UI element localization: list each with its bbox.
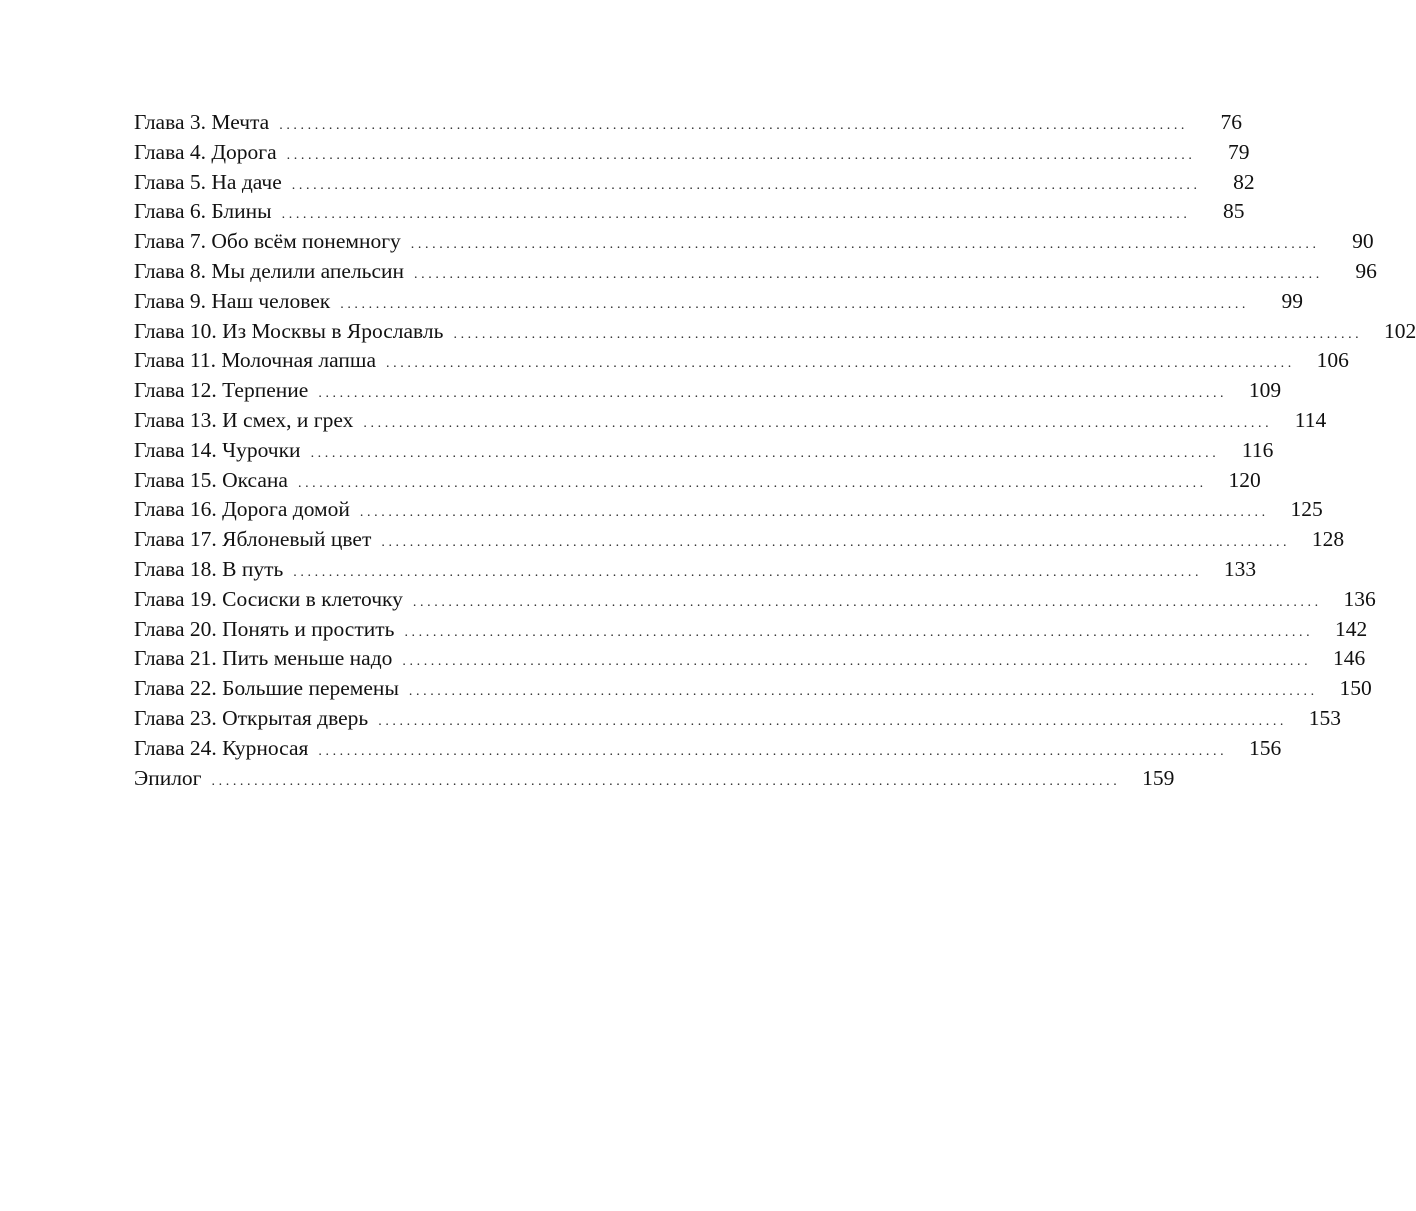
toc-entry-page-number: 90 [1352, 229, 1374, 254]
toc-dot-leader: ................................................................................................................................ [359, 505, 1269, 521]
toc-entry-title: Глава 15. Оксана [134, 467, 288, 492]
toc-entry-title: Глава 12. Терпение [134, 378, 309, 403]
toc-entry-title: Глава 23. Открытая дверь [134, 705, 369, 730]
toc-entry-page-number: 153 [1308, 705, 1342, 730]
toc-entry [134, 436, 1274, 466]
toc-dot-leader: ................................................................................................................................ [363, 415, 1273, 431]
toc-dot-leader: ................................................................................................................................ [378, 713, 1288, 729]
toc-dot-leader: ................................................................................................................................ [310, 445, 1220, 461]
toc-dot-leader: ................................................................................................................................ [291, 177, 1201, 193]
toc-entry-title: Глава 16. Дорога домой [134, 497, 350, 522]
toc-entry-page-number: 102 [1384, 318, 1416, 343]
toc-entry-title: Глава 21. Пить меньше надо [134, 646, 393, 671]
toc-entry-page-number: 146 [1332, 646, 1366, 671]
toc-entry-title: Глава 7. Обо всём понемногу [134, 229, 401, 254]
toc-entry-page-number: 142 [1335, 616, 1368, 641]
toc-dot-leader: ................................................................................................................................ [412, 594, 1322, 610]
table-of-contents [134, 108, 1416, 793]
toc-entry [134, 168, 1255, 198]
toc-dot-leader: ................................................................................................................................ [402, 654, 1312, 670]
toc-entry-title: Глава 9. Наш человек [134, 288, 331, 313]
toc-entry-page-number: 96 [1355, 258, 1377, 283]
toc-entry-title: Глава 13. И смех, и грех [134, 407, 354, 432]
toc-entry [134, 555, 1257, 585]
toc-dot-leader: ................................................................................................................................ [386, 356, 1295, 372]
toc-entry [134, 227, 1374, 257]
toc-entry [134, 197, 1245, 227]
toc-entry-page-number: 125 [1290, 497, 1323, 522]
toc-entry-title: Глава 20. Понять и простить [134, 616, 395, 641]
toc-entry [134, 644, 1366, 674]
toc-entry-page-number: 133 [1223, 556, 1257, 581]
toc-entry-page-number: 128 [1311, 527, 1345, 552]
toc-entry-page-number: 82 [1233, 169, 1255, 194]
toc-dot-leader: ................................................................................................................................ [279, 118, 1189, 133]
toc-entry-page-number: 156 [1248, 735, 1282, 760]
toc-entry [134, 495, 1323, 525]
toc-entry [134, 585, 1376, 615]
toc-dot-leader: ................................................................................................................................ [293, 564, 1203, 580]
toc-entry-page-number: 109 [1248, 378, 1282, 403]
toc-entry-title: Глава 5. На даче [134, 169, 282, 194]
toc-dot-leader: ................................................................................................................................ [297, 475, 1207, 491]
toc-dot-leader: ................................................................................................................................ [404, 624, 1314, 640]
toc-dot-leader: ................................................................................................................................ [281, 207, 1191, 223]
toc-dot-leader: ................................................................................................................................ [318, 743, 1228, 759]
toc-entry-title: Глава 19. Сосиски в клеточку [134, 586, 403, 611]
toc-entry-page-number: 159 [1142, 765, 1175, 790]
toc-entry [134, 466, 1261, 496]
toc-entry [134, 734, 1282, 764]
toc-entry-page-number: 106 [1316, 348, 1349, 373]
toc-dot-leader: ................................................................................................................................ [318, 386, 1228, 402]
toc-entry [134, 257, 1377, 287]
toc-entry-page-number: 150 [1339, 676, 1372, 701]
toc-dot-leader: ................................................................................................................................ [381, 535, 1291, 551]
toc-entry-page-number: 76 [1220, 110, 1243, 134]
toc-entry-title: Глава 24. Курносая [134, 735, 309, 760]
toc-entry-title: Глава 11. Молочная лапша [134, 348, 377, 373]
toc-entry [134, 287, 1304, 317]
toc-entry-title: Глава 22. Большие перемены [134, 676, 399, 701]
toc-entry [134, 525, 1345, 555]
toc-entry [134, 346, 1349, 376]
toc-entry-title: Глава 3. Мечта [134, 110, 270, 134]
toc-entry [134, 317, 1416, 347]
toc-entry [134, 764, 1175, 794]
toc-entry-page-number: 120 [1228, 467, 1261, 492]
toc-entry-title: Эпилог [134, 765, 202, 790]
toc-entry-title: Глава 14. Чурочки [134, 437, 301, 462]
toc-entry-page-number: 116 [1241, 437, 1274, 462]
toc-entry-title: Глава 17. Яблоневый цвет [134, 527, 372, 552]
toc-entry-title: Глава 8. Мы делили апельсин [134, 258, 405, 283]
toc-dot-leader: ................................................................................................................................ [211, 773, 1121, 789]
toc-entry [134, 138, 1250, 168]
toc-entry-title: Глава 6. Блины [134, 199, 272, 224]
toc-entry-page-number: 79 [1227, 139, 1250, 164]
toc-entry [134, 406, 1327, 436]
toc-dot-leader: ................................................................................................................................ [286, 147, 1196, 163]
toc-dot-leader: ................................................................................................................................ [414, 266, 1323, 282]
toc-dot-leader: ................................................................................................................................ [410, 237, 1320, 253]
toc-entry-title: Глава 18. В путь [134, 556, 284, 581]
toc-entry-title: Глава 4. Дорога [134, 139, 277, 164]
toc-entry-page-number: 99 [1281, 288, 1304, 313]
toc-entry [134, 108, 1243, 138]
toc-entry [134, 674, 1372, 704]
toc-entry [134, 704, 1342, 734]
toc-entry [134, 376, 1282, 406]
toc-entry-title: Глава 10. Из Москвы в Ярославль [134, 318, 444, 343]
toc-entry-page-number: 85 [1222, 199, 1245, 224]
toc-dot-leader: ................................................................................................................................ [453, 326, 1363, 342]
toc-dot-leader: ................................................................................................................................ [340, 296, 1250, 312]
toc-entry-page-number: 114 [1294, 407, 1327, 432]
toc-entry [134, 615, 1368, 645]
toc-entry-page-number: 136 [1343, 586, 1376, 611]
toc-dot-leader: ................................................................................................................................ [408, 684, 1318, 700]
